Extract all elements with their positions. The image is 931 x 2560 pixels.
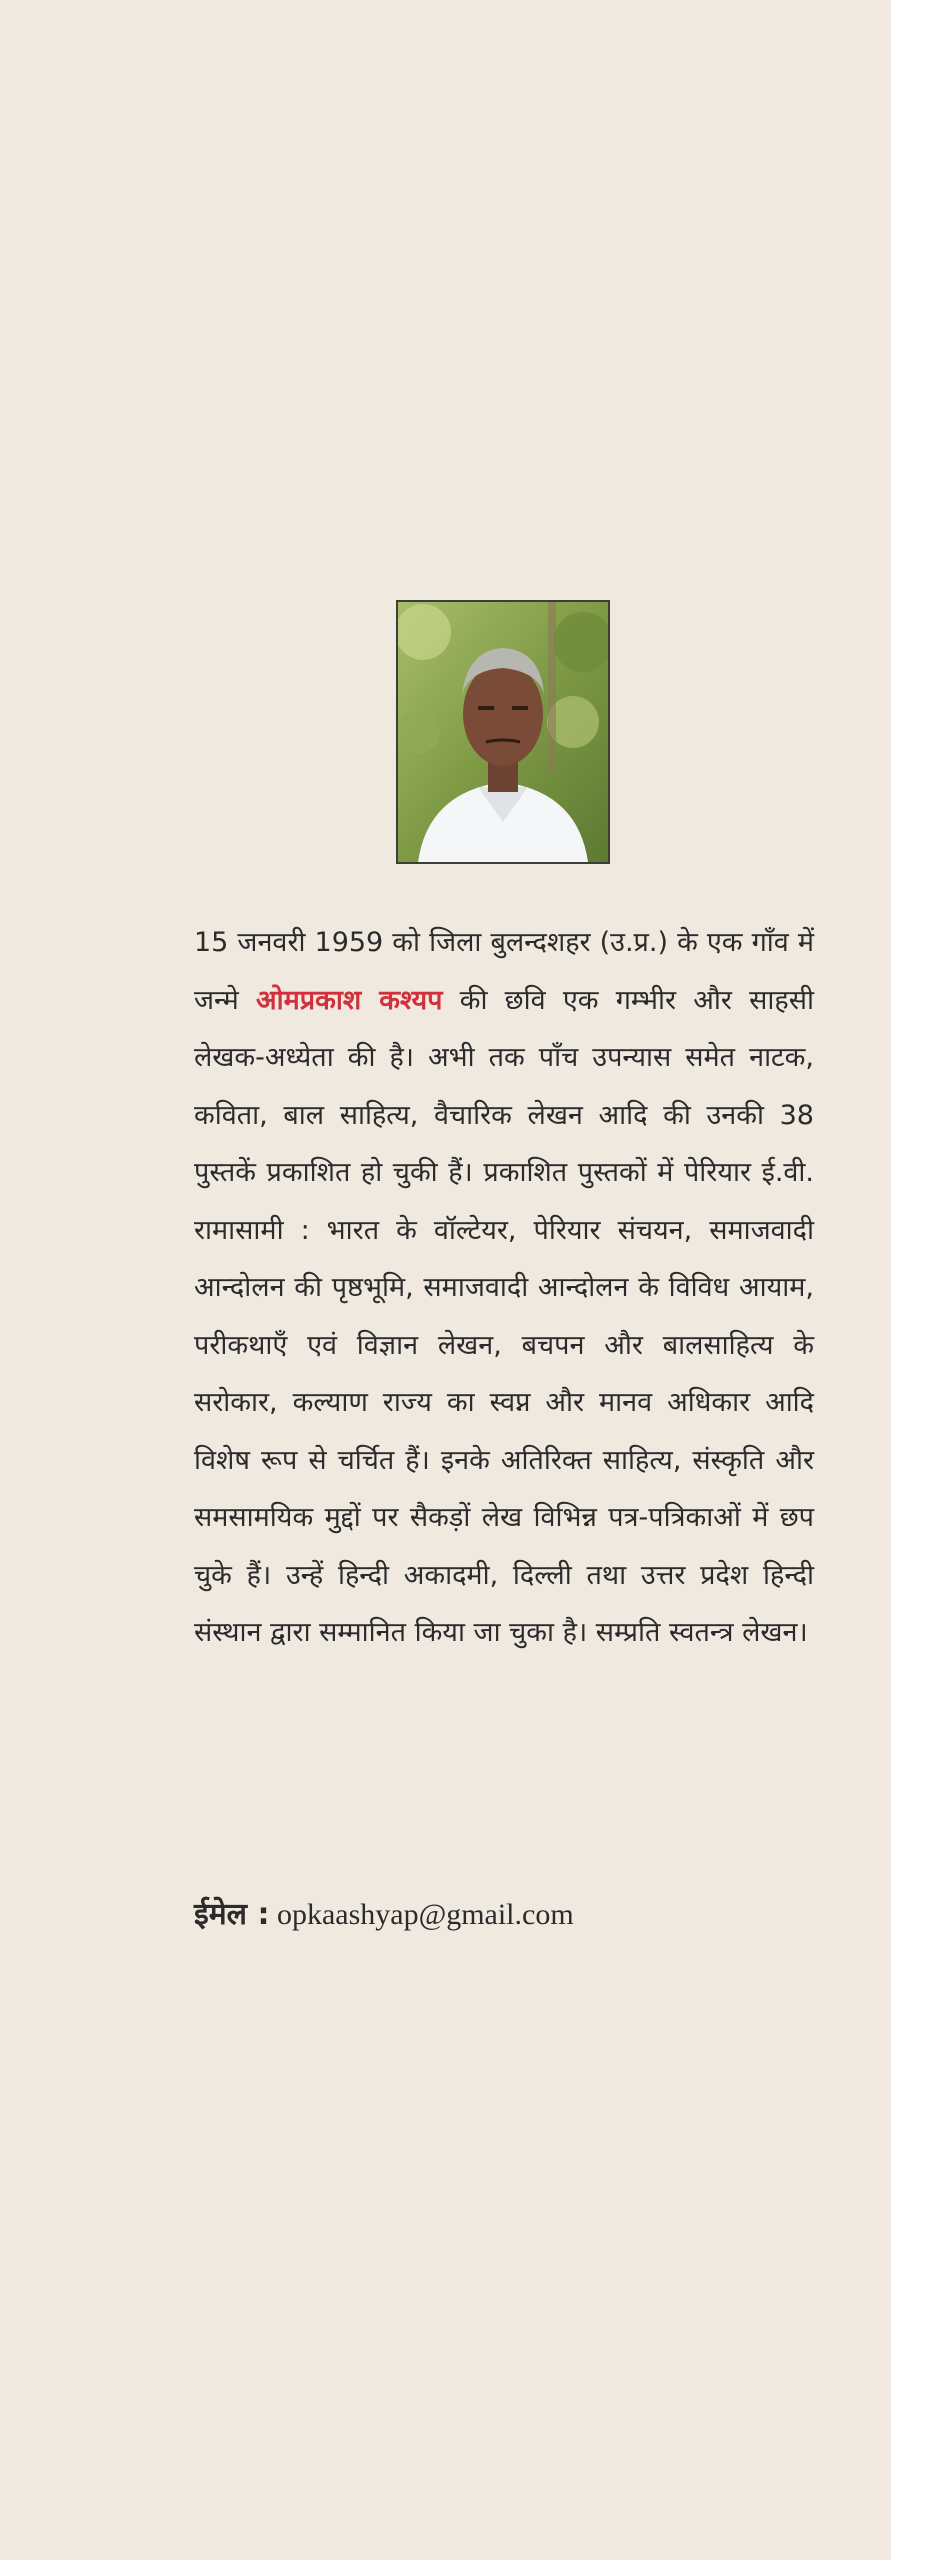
author-name: ओमप्रकाश कश्यप — [256, 984, 443, 1016]
email-address[interactable]: opkaashyap@gmail.com — [276, 1898, 574, 1931]
bio-text-body: की छवि एक गम्भीर और साहसी लेखक-अध्येता की है। अभी तक पाँच उपन्यास समेत नाटक, कविता, बाल साहित्य, वैचारिक लेखन आदि की उनकी 38 पुस्तकें प्रकाशित हो चुकी हैं। प्रकाशित पुस्तकों में पेरियार ई.वी. रामासामी : भारत के वॉल्टेयर, पेरियार संचयन, समाजवादी आन्दोलन की पृष्ठभूमि, समाजवादी आन्दोलन के विविध आयाम, परीकथाएँ एवं विज्ञान लेखन, बचपन और बालसाहित्य के सरोकार, कल्याण राज्य का स्वप्न और मानव अधिकार आदि विशेष रूप से चर्चित हैं। इनके अतिरिक्त साहित्य, संस्कृति और समसामयिक मुद्दों पर सैकड़ों लेख विभिन्न पत्र-पत्रिकाओं में छप चुके हैं। उन्हें हिन्दी अकादमी, दिल्ली तथा उत्तर प्रदेश हिन्दी संस्थान द्वारा सम्मानित किया जा चुका है। सम्प्रति स्वतन्त्र लेखन। — [194, 984, 814, 1648]
bio-text-intro: 15 जनवरी 1959 को जिला बुलन्दशहर (उ.प्र.) के एक गाँव में जन्मे — [194, 927, 814, 1016]
author-portrait-image — [398, 602, 608, 862]
author-photo — [396, 600, 610, 864]
author-bio — [194, 914, 814, 1662]
contact-email — [194, 1890, 814, 1940]
email-label: ईमेल : — [194, 1897, 270, 1932]
